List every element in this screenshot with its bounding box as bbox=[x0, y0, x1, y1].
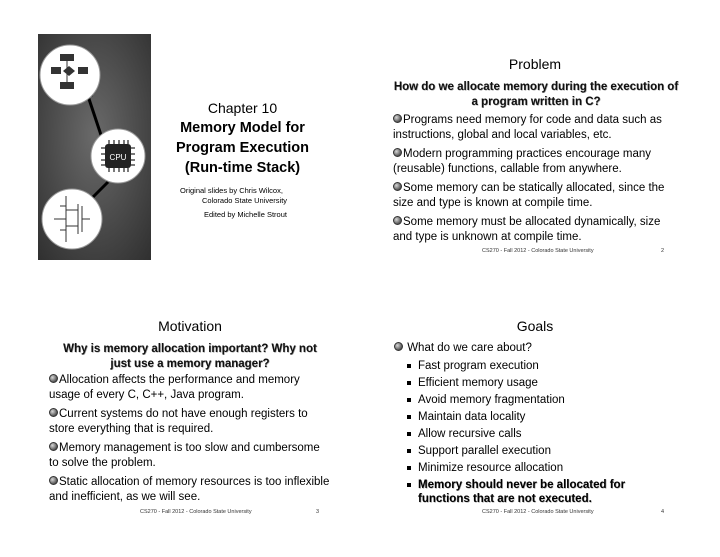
credit-affiliation: Colorado State University bbox=[202, 196, 288, 205]
list-item: Current systems do not have enough registers to store everything that is required. bbox=[49, 408, 308, 435]
bullet-icon bbox=[49, 476, 58, 485]
square-bullet-icon bbox=[407, 483, 411, 487]
square-bullet-icon bbox=[407, 449, 411, 453]
list-item: Fast program execution bbox=[394, 359, 679, 376]
goals-list bbox=[394, 359, 679, 506]
bullet-icon bbox=[393, 182, 402, 191]
page-number: 4 bbox=[661, 509, 665, 515]
bullet-icon bbox=[49, 374, 58, 383]
list-item: Allow recursive calls bbox=[394, 427, 679, 444]
edited-by: Edited by Michelle Strout bbox=[204, 210, 287, 219]
list-item-emphasis: Memory should never be allocated for functions that are not executed. bbox=[394, 478, 679, 506]
square-bullet-icon bbox=[407, 432, 411, 436]
bullet-icon bbox=[393, 216, 402, 225]
square-bullet-icon bbox=[407, 398, 411, 402]
page-number: 2 bbox=[661, 248, 665, 254]
bullet-icon bbox=[394, 342, 403, 351]
lead-item: What do we care about? bbox=[394, 342, 532, 354]
footer-text: CS270 - Fall 2012 - Colorado State University bbox=[482, 509, 594, 515]
slide-title: Motivation bbox=[158, 318, 222, 334]
footer-text: CS270 - Fall 2012 - Colorado State University bbox=[482, 248, 594, 254]
question: How do we allocate memory during the execution of a program written in C? bbox=[393, 81, 679, 108]
list-item: Efficient memory usage bbox=[394, 376, 679, 393]
list-item: Minimize resource allocation bbox=[394, 461, 679, 478]
square-bullet-icon bbox=[407, 466, 411, 470]
credit-line: Original slides by Chris Wilcox, bbox=[180, 186, 283, 195]
page-number: 3 bbox=[316, 509, 320, 515]
bullet-icon bbox=[49, 442, 58, 451]
flowchart-icon bbox=[40, 45, 100, 105]
square-bullet-icon bbox=[407, 415, 411, 419]
slide-title: Goals bbox=[516, 318, 554, 334]
list-item: Support parallel execution bbox=[394, 444, 679, 461]
list-item: Avoid memory fragmentation bbox=[394, 393, 679, 410]
chapter-label: Chapter 10 bbox=[207, 100, 278, 116]
slide-title: Problem bbox=[508, 56, 562, 72]
bullet-icon bbox=[49, 408, 58, 417]
slide-1 bbox=[30, 30, 330, 270]
bullet-list bbox=[49, 373, 331, 509]
list-item: Static allocation of memory resources is too inflexible and inefficient, as we will see. bbox=[49, 476, 330, 503]
list-item: Modern programming practices encourage many (reusable) functions, callable from anywhere. bbox=[393, 148, 652, 175]
question: Why is memory allocation important? Why not just use a memory manager? bbox=[63, 343, 317, 370]
square-bullet-icon bbox=[407, 381, 411, 385]
list-item: Some memory must be allocated dynamically, size and type is unknown at compile time. bbox=[393, 216, 661, 243]
square-bullet-icon bbox=[407, 364, 411, 368]
title-line: Memory Model for bbox=[180, 120, 305, 136]
circuit-icon bbox=[42, 189, 102, 249]
footer-text: CS270 - Fall 2012 - Colorado State University bbox=[140, 509, 252, 515]
slide-4 bbox=[385, 289, 685, 529]
list-item: Some memory can be statically allocated, since the size and type is known at compile time. bbox=[393, 182, 665, 209]
list-item: Allocation affects the performance and memory usage of every C, C++, Java program. bbox=[49, 374, 300, 401]
list-item: Memory management is too slow and cumbersome to solve the problem. bbox=[49, 442, 320, 469]
list-item: Maintain data locality bbox=[394, 410, 679, 427]
slide-title bbox=[160, 118, 325, 178]
bullet-icon bbox=[393, 114, 402, 123]
title-line: Program Execution bbox=[176, 140, 309, 156]
title-line: (Run-time Stack) bbox=[184, 160, 301, 176]
slide-2 bbox=[385, 30, 685, 270]
cover-graphic bbox=[38, 34, 151, 260]
slide-3 bbox=[40, 289, 340, 529]
list-item: Programs need memory for code and data such as instructions, global and local variables, etc. bbox=[393, 114, 662, 141]
bullet-list bbox=[393, 113, 681, 249]
cpu-chip-icon bbox=[91, 129, 145, 183]
cpu-label: CPU bbox=[109, 153, 127, 162]
bullet-icon bbox=[393, 148, 402, 157]
